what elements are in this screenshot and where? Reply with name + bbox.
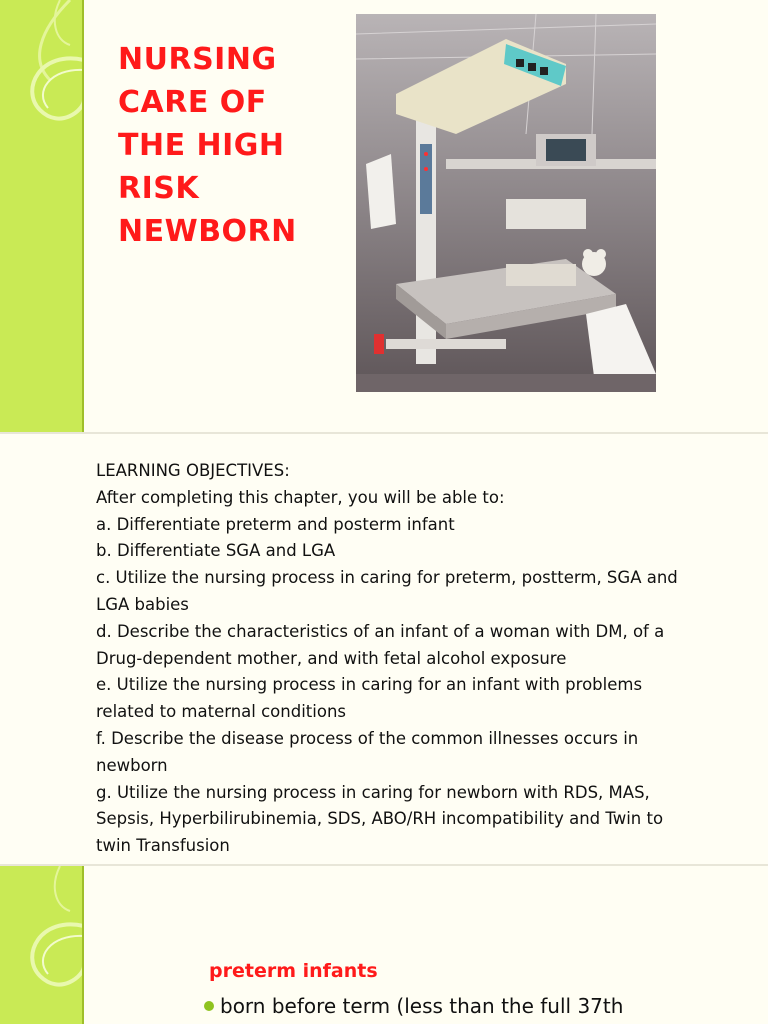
bullet-icon [204, 1001, 214, 1011]
objective-line: LGA babies [96, 594, 189, 614]
sidebar-edge [82, 0, 84, 432]
objective-line: Sepsis, Hyperbilirubinemia, SDS, ABO/RH incompatibility and Twin to [96, 809, 664, 829]
title-line: THE HIGH [118, 128, 285, 163]
objective-line: f. Describe the disease process of the common illnesses occurs in [96, 728, 639, 748]
learning-objectives [96, 458, 756, 860]
objective-line: e. Utilize the nursing process in caring for an infant with problems [96, 675, 643, 695]
title-line: RISK [118, 171, 200, 206]
objective-line: Drug-dependent mother, and with fetal alcohol exposure [96, 648, 567, 668]
title-line: NEWBORN [118, 214, 297, 249]
objective-line: newborn [96, 755, 168, 775]
objective-line: LEARNING OBJECTIVES: [96, 461, 290, 480]
objective-line: After completing this chapter, you will be able to: [96, 487, 505, 507]
slide-preterm [0, 866, 768, 1024]
section-heading: preterm infants [209, 960, 378, 982]
bullet-text: born before term (less than the full 37th [220, 994, 624, 1018]
slide-title [0, 0, 768, 432]
slide-objectives [0, 434, 768, 864]
slide-title-text [118, 38, 348, 253]
swirl-decoration [0, 0, 84, 432]
swirl-decoration [0, 866, 84, 1024]
incubator-illustration [356, 14, 656, 392]
objective-line: g. Utilize the nursing process in caring for newborn with RDS, MAS, [96, 782, 650, 802]
objective-line: twin Transfusion [96, 836, 230, 856]
objective-line: b. Differentiate SGA and LGA [96, 541, 336, 561]
sidebar-decoration [0, 866, 84, 1024]
incubator-photo [356, 14, 656, 392]
objective-line: related to maternal conditions [96, 702, 346, 722]
sidebar-edge [82, 866, 84, 1024]
title-line: CARE OF [118, 85, 267, 120]
objective-line: c. Utilize the nursing process in caring for preterm, postterm, SGA and [96, 568, 678, 588]
bullet-item [204, 994, 623, 1018]
objective-line: d. Describe the characteristics of an infant of a woman with DM, of a [96, 621, 665, 641]
sidebar-decoration [0, 0, 84, 432]
objective-line: a. Differentiate preterm and posterm infant [96, 514, 455, 534]
title-line: NURSING [118, 42, 277, 77]
